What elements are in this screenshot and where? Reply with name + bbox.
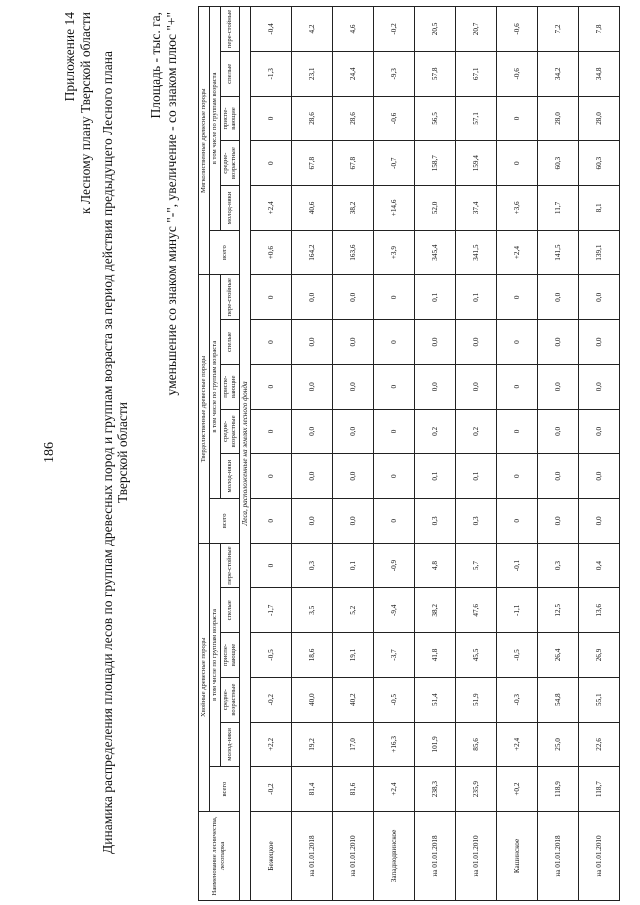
row-label: Кашинское xyxy=(497,811,538,900)
table-cell: 0 xyxy=(251,543,292,588)
table-cell: 20,7 xyxy=(456,7,497,52)
table-cell: -3,7 xyxy=(374,633,415,678)
table-cell: 0,0 xyxy=(538,409,579,454)
table-cell: 19,1 xyxy=(333,633,374,678)
age-groups-header: в том числе по группам возраста xyxy=(210,7,221,231)
table-cell: 0,1 xyxy=(456,275,497,320)
table-cell: 56,5 xyxy=(415,96,456,141)
table-cell: 341,5 xyxy=(456,230,497,275)
table-cell: 34,8 xyxy=(579,51,620,96)
table-cell: 0 xyxy=(497,275,538,320)
table-cell: 0 xyxy=(251,320,292,365)
table-cell: 141,5 xyxy=(538,230,579,275)
document-title: Динамика распределения площади лесов по группам древесных пород и группам возраста за период действия предыдущего Лесного плана xyxy=(100,51,115,854)
table-cell: 0 xyxy=(497,498,538,543)
table-cell: 0,0 xyxy=(333,498,374,543)
table-cell: 0,0 xyxy=(415,320,456,365)
appendix-subtitle: к Лесному плану Тверской области xyxy=(78,12,93,214)
column-header-mature: спелые xyxy=(221,588,240,633)
group-header-softwood: Мягколиственные древесные породы xyxy=(199,7,210,275)
table-cell: 0,3 xyxy=(292,543,333,588)
table-row xyxy=(456,7,497,901)
table-cell: 0,3 xyxy=(538,543,579,588)
row-label: на 01.01.2010 xyxy=(456,811,497,900)
column-header-premature: приспе-вающие xyxy=(221,96,240,141)
table-cell: 85,6 xyxy=(456,722,497,767)
section-label: Леса, расположенные на землях лесного фонда xyxy=(240,7,251,901)
table-cell: 0,0 xyxy=(456,364,497,409)
table-cell: 0,0 xyxy=(538,454,579,499)
column-header-overmature: пере-стойные xyxy=(221,543,240,588)
column-header-premature: приспе-вающие xyxy=(221,364,240,409)
table-cell: -0,6 xyxy=(374,96,415,141)
table-cell: 20,5 xyxy=(415,7,456,52)
table-cell: 60,3 xyxy=(538,141,579,186)
table-cell: 52,0 xyxy=(415,186,456,231)
table-cell: 5,2 xyxy=(333,588,374,633)
table-cell: 0,0 xyxy=(333,320,374,365)
row-label: Западнодвинское xyxy=(374,811,415,900)
table-cell: 54,8 xyxy=(538,677,579,722)
table-cell: 28,6 xyxy=(292,96,333,141)
row-label: на 01.01.2018 xyxy=(538,811,579,900)
table-cell: 0 xyxy=(497,409,538,454)
table-cell: 0 xyxy=(374,364,415,409)
table-cell: +14,6 xyxy=(374,186,415,231)
table-cell: 0,0 xyxy=(538,364,579,409)
table-cell: 13,6 xyxy=(579,588,620,633)
table-cell: 81,4 xyxy=(292,767,333,812)
table-cell: 28,0 xyxy=(538,96,579,141)
table-cell: 23,1 xyxy=(292,51,333,96)
table-cell: 57,8 xyxy=(415,51,456,96)
table-cell: 0 xyxy=(497,364,538,409)
row-label: Бежецкое xyxy=(251,811,292,900)
table-cell: 0,0 xyxy=(538,320,579,365)
table-cell: 22,6 xyxy=(579,722,620,767)
column-header-young: молод-няки xyxy=(221,722,240,767)
table-cell: 40,2 xyxy=(333,677,374,722)
table-cell: 0,0 xyxy=(456,320,497,365)
column-header-total: всего xyxy=(210,498,240,543)
table-cell: 159,4 xyxy=(456,141,497,186)
column-header-middle: средне-возрастные xyxy=(221,409,240,454)
table-cell: 4,6 xyxy=(333,7,374,52)
table-cell: 0 xyxy=(374,409,415,454)
table-cell: 47,6 xyxy=(456,588,497,633)
table-cell: 28,6 xyxy=(333,96,374,141)
table-cell: 0 xyxy=(497,141,538,186)
table-cell: 0 xyxy=(251,141,292,186)
table-row xyxy=(579,7,620,901)
table-cell: 51,9 xyxy=(456,677,497,722)
table-row xyxy=(415,7,456,901)
table-cell: 7,2 xyxy=(538,7,579,52)
table-cell: 0,4 xyxy=(579,543,620,588)
table-cell: 37,4 xyxy=(456,186,497,231)
table-cell: 0,1 xyxy=(415,275,456,320)
table-cell: +2,2 xyxy=(251,722,292,767)
appendix-title: Приложение 14 xyxy=(62,12,77,102)
table-cell: 0 xyxy=(251,364,292,409)
table-cell: 60,3 xyxy=(579,141,620,186)
table-cell: 0,0 xyxy=(579,320,620,365)
table-row xyxy=(333,7,374,901)
table-cell: 41,8 xyxy=(415,633,456,678)
table-cell: 238,3 xyxy=(415,767,456,812)
column-header-premature: приспе-вающие xyxy=(221,633,240,678)
table-cell: +2,4 xyxy=(497,230,538,275)
column-header-mature: спелые xyxy=(221,320,240,365)
table-row xyxy=(251,7,292,901)
document-title-region: Тверской области xyxy=(115,402,130,503)
table-cell: 0 xyxy=(374,498,415,543)
column-header-young: молод-няки xyxy=(221,186,240,231)
table-cell: -0,5 xyxy=(251,633,292,678)
table-cell: 19,2 xyxy=(292,722,333,767)
table-cell: -0,7 xyxy=(374,141,415,186)
table-cell: 139,1 xyxy=(579,230,620,275)
table-cell: 0 xyxy=(251,275,292,320)
table-row xyxy=(497,7,538,901)
group-header-coniferous: Хвойные древесные породы xyxy=(199,543,210,811)
table-cell: 118,9 xyxy=(538,767,579,812)
column-header-total: всего xyxy=(210,230,240,275)
table-cell: 0,2 xyxy=(415,409,456,454)
table-cell: 101,9 xyxy=(415,722,456,767)
table-cell: 26,9 xyxy=(579,633,620,678)
table-cell: -1,7 xyxy=(251,588,292,633)
table-cell: 0,0 xyxy=(292,275,333,320)
table-cell: +3,6 xyxy=(497,186,538,231)
table-cell: 0,0 xyxy=(538,275,579,320)
table-cell: 45,5 xyxy=(456,633,497,678)
table-cell: 28,0 xyxy=(579,96,620,141)
table-cell: +2,4 xyxy=(251,186,292,231)
sign-convention-note: уменьшение со знаком минус "-", увеличение - со знаком плюс "+" xyxy=(164,12,179,396)
table-cell: 0,1 xyxy=(456,454,497,499)
table-cell: 345,4 xyxy=(415,230,456,275)
table-cell: +3,9 xyxy=(374,230,415,275)
table-cell: -0,6 xyxy=(497,7,538,52)
group-header-hardwood: Твердолиственные древесные породы xyxy=(199,275,210,543)
column-header-name: Наименование лесничества, лесопарка xyxy=(199,811,240,900)
table-cell: 0,2 xyxy=(456,409,497,454)
table-cell: -1,1 xyxy=(497,588,538,633)
page-number: 186 xyxy=(42,442,57,463)
table-cell: 55,1 xyxy=(579,677,620,722)
table-cell: 235,9 xyxy=(456,767,497,812)
table-cell: 3,5 xyxy=(292,588,333,633)
units-note: Площадь - тыс. га, xyxy=(148,12,163,119)
forest-area-table xyxy=(198,6,620,901)
table-cell: 26,4 xyxy=(538,633,579,678)
table-cell: 0,0 xyxy=(579,498,620,543)
table-cell: +0,6 xyxy=(251,230,292,275)
table-cell: 4,2 xyxy=(292,7,333,52)
table-cell: 0,0 xyxy=(538,498,579,543)
table-cell: 0,3 xyxy=(415,498,456,543)
table-cell: -0,6 xyxy=(497,51,538,96)
table-cell: 0,0 xyxy=(292,409,333,454)
table-cell: 38,2 xyxy=(415,588,456,633)
table-cell: 57,1 xyxy=(456,96,497,141)
table-cell: -0,2 xyxy=(251,677,292,722)
table-cell: -0,4 xyxy=(251,7,292,52)
table-cell: 0,0 xyxy=(333,454,374,499)
table-cell: 0 xyxy=(251,409,292,454)
table-cell: 0,0 xyxy=(333,364,374,409)
table-cell: 0,0 xyxy=(579,364,620,409)
age-groups-header: в том числе по группам возраста xyxy=(210,275,221,499)
table-cell: 158,7 xyxy=(415,141,456,186)
table-cell: 0 xyxy=(497,96,538,141)
table-cell: 0,0 xyxy=(292,364,333,409)
table-cell: 24,4 xyxy=(333,51,374,96)
table-body xyxy=(240,7,620,901)
table-cell: +2,4 xyxy=(497,722,538,767)
table-cell: 0,1 xyxy=(415,454,456,499)
column-header-middle: средне-возрастные xyxy=(221,677,240,722)
table-cell: 4,8 xyxy=(415,543,456,588)
column-header-middle: средне-возрастные xyxy=(221,141,240,186)
table-cell: 0,0 xyxy=(292,454,333,499)
table-cell: 0,0 xyxy=(333,275,374,320)
table-cell: 0,0 xyxy=(579,275,620,320)
table-cell: 164,2 xyxy=(292,230,333,275)
table-cell: -0,2 xyxy=(251,767,292,812)
table-cell: 0,0 xyxy=(292,498,333,543)
table-cell: 0 xyxy=(497,320,538,365)
row-label: на 01.01.2010 xyxy=(333,811,374,900)
table-cell: 67,8 xyxy=(292,141,333,186)
table-cell: 0,0 xyxy=(415,364,456,409)
table-cell: 7,8 xyxy=(579,7,620,52)
row-label: на 01.01.2018 xyxy=(292,811,333,900)
table-cell: 34,2 xyxy=(538,51,579,96)
table-cell: 0,0 xyxy=(579,409,620,454)
table-cell: 163,6 xyxy=(333,230,374,275)
table-cell: 8,1 xyxy=(579,186,620,231)
table-cell: 0 xyxy=(251,454,292,499)
table-cell: 0 xyxy=(251,498,292,543)
table-cell: 81,6 xyxy=(333,767,374,812)
table-cell: -9,4 xyxy=(374,588,415,633)
table-cell: 0 xyxy=(374,320,415,365)
table-cell: 12,5 xyxy=(538,588,579,633)
table-cell: 17,0 xyxy=(333,722,374,767)
table-cell: -9,3 xyxy=(374,51,415,96)
table-cell: 67,8 xyxy=(333,141,374,186)
column-header-young: молод-няки xyxy=(221,454,240,499)
table-cell: 11,7 xyxy=(538,186,579,231)
table-cell: 0 xyxy=(374,454,415,499)
table-cell: 0,0 xyxy=(292,320,333,365)
table-row xyxy=(374,7,415,901)
table-cell: +0,2 xyxy=(497,767,538,812)
row-label: на 01.01.2018 xyxy=(415,811,456,900)
column-header-total: всего xyxy=(210,767,240,812)
table-cell: 0,0 xyxy=(333,409,374,454)
table-cell: -0,1 xyxy=(497,543,538,588)
column-header-mature: спелые xyxy=(221,51,240,96)
table-cell: 5,7 xyxy=(456,543,497,588)
table-row xyxy=(292,7,333,901)
table-cell: 40,6 xyxy=(292,186,333,231)
table-cell: 0,3 xyxy=(456,498,497,543)
table-cell: 0 xyxy=(251,96,292,141)
table-cell: 0 xyxy=(374,275,415,320)
table-cell: -0,5 xyxy=(497,633,538,678)
table-cell: -0,5 xyxy=(374,677,415,722)
table-cell: -0,3 xyxy=(497,677,538,722)
table-cell: 51,4 xyxy=(415,677,456,722)
column-header-overmature: пере-стойные xyxy=(221,7,240,52)
table-cell: 0,1 xyxy=(333,543,374,588)
table-cell: +2,4 xyxy=(374,767,415,812)
table-cell: 18,6 xyxy=(292,633,333,678)
table-cell: 0 xyxy=(497,454,538,499)
table-cell: +16,3 xyxy=(374,722,415,767)
age-groups-header: в том числе по группам возраста xyxy=(210,543,221,767)
table-cell: -0,9 xyxy=(374,543,415,588)
table-cell: 25,0 xyxy=(538,722,579,767)
table-cell: 38,2 xyxy=(333,186,374,231)
table-row xyxy=(538,7,579,901)
row-label: на 01.01.2010 xyxy=(579,811,620,900)
table-cell: -0,2 xyxy=(374,7,415,52)
table-cell: 40,0 xyxy=(292,677,333,722)
table-cell: -1,3 xyxy=(251,51,292,96)
table-cell: 67,1 xyxy=(456,51,497,96)
table-cell: 0,0 xyxy=(579,454,620,499)
column-header-overmature: пере-стойные xyxy=(221,275,240,320)
table-cell: 118,7 xyxy=(579,767,620,812)
